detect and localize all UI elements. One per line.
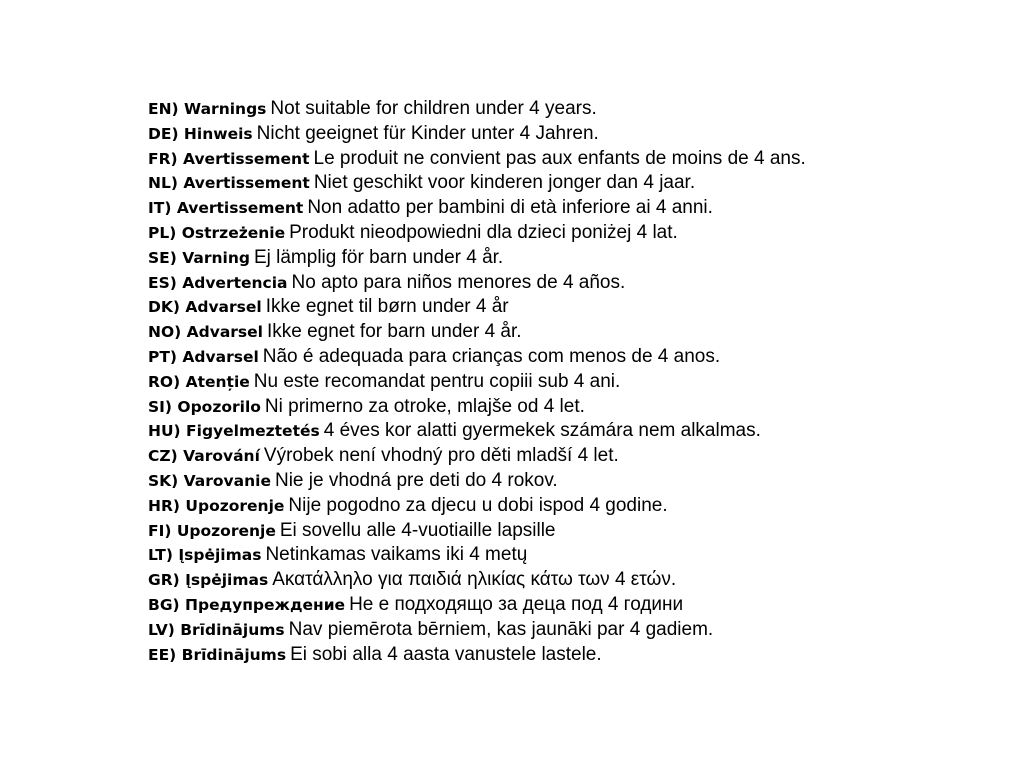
warning-text: Ikke egnet for barn under 4 år. bbox=[266, 321, 522, 343]
warning-line-bg bbox=[148, 593, 806, 618]
warning-text: Nije pogodno za djecu u dobi ispod 4 godine. bbox=[288, 494, 668, 516]
language-label: ES) Advertencia bbox=[148, 273, 288, 292]
warning-text: Non adatto per bambini di età inferiore ai 4 anni. bbox=[307, 197, 713, 219]
warning-line-si bbox=[148, 395, 806, 420]
language-label: SK) Varovanie bbox=[148, 471, 271, 490]
language-label: BG) Предупреждение bbox=[148, 595, 346, 614]
warning-text: Nu este recomandat pentru copiii sub 4 ani. bbox=[253, 370, 621, 392]
warning-line-se bbox=[148, 246, 806, 271]
language-label: PL) Ostrzeżenie bbox=[148, 223, 286, 242]
warning-line-ro bbox=[148, 370, 806, 395]
warning-text: Produkt nieodpowiedni dla dzieci poniżej 4 lat. bbox=[289, 221, 678, 243]
warning-line-lt bbox=[148, 543, 806, 568]
warning-line-dk bbox=[148, 295, 806, 320]
warning-line-no bbox=[148, 320, 806, 345]
warning-text: Ei sobi alla 4 aasta vanustele lastele. bbox=[290, 643, 602, 665]
warning-line-hr bbox=[148, 494, 806, 519]
warning-line-lv bbox=[148, 618, 806, 643]
language-label: DK) Advarsel bbox=[148, 298, 262, 317]
language-label: SE) Varning bbox=[148, 248, 250, 267]
warning-line-fr bbox=[148, 147, 806, 172]
language-label: HR) Upozorenje bbox=[148, 496, 285, 515]
warning-line-nl bbox=[148, 171, 806, 196]
language-label: DE) Hinweis bbox=[148, 124, 253, 143]
warning-line-sk bbox=[148, 469, 806, 494]
language-label: PT) Advarsel bbox=[148, 347, 259, 366]
warning-list bbox=[148, 97, 806, 667]
warning-text: Le produit ne convient pas aux enfants de moins de 4 ans. bbox=[313, 147, 806, 169]
language-label: NL) Avertissement bbox=[148, 174, 310, 193]
warning-line-cz bbox=[148, 444, 806, 469]
warning-line-en bbox=[148, 97, 806, 122]
warning-text: Ei sovellu alle 4-vuotiaille lapsille bbox=[279, 519, 556, 541]
warning-line-es bbox=[148, 271, 806, 296]
warning-text: Ej lämplig för barn under 4 år. bbox=[253, 246, 504, 268]
warning-text: Ni primerno za otroke, mlajše od 4 let. bbox=[264, 395, 585, 417]
language-label: LT) Įspėjimas bbox=[148, 546, 262, 565]
warning-line-ee bbox=[148, 643, 806, 668]
language-label: FI) Upozorenje bbox=[148, 521, 276, 540]
warning-text: 4 éves kor alatti gyermekek számára nem alkalmas. bbox=[323, 420, 761, 442]
language-label: EN) Warnings bbox=[148, 100, 267, 118]
warning-text: Nie je vhodná pre deti do 4 rokov. bbox=[274, 469, 558, 491]
language-label: NO) Advarsel bbox=[148, 323, 263, 342]
language-label: RO) Atenție bbox=[148, 372, 250, 391]
language-label: GR) Įspėjimas bbox=[148, 571, 269, 590]
warning-text: Не е подходящо за деца под 4 години bbox=[349, 593, 684, 615]
warning-text: Not suitable for children under 4 years. bbox=[270, 98, 597, 119]
warning-line-gr bbox=[148, 568, 806, 593]
warning-text: No apto para niños menores de 4 años. bbox=[291, 271, 626, 293]
warning-text: Niet geschikt voor kinderen jonger dan 4 jaar. bbox=[313, 172, 696, 194]
warning-text: Ακατάλληλο για παιδιά ηλικίας κάτω των 4 ετών. bbox=[272, 569, 677, 591]
warning-line-fi bbox=[148, 519, 806, 544]
warning-text: Nicht geeignet für Kinder unter 4 Jahren. bbox=[256, 122, 599, 144]
language-label: CZ) Varování bbox=[148, 447, 260, 466]
warning-line-pl bbox=[148, 221, 806, 246]
warning-text: Não é adequada para crianças com menos de 4 anos. bbox=[262, 345, 721, 367]
warning-text: Ikke egnet til børn under 4 år bbox=[265, 296, 509, 318]
warning-line-pt bbox=[148, 345, 806, 370]
warning-text: Netinkamas vaikams iki 4 metų bbox=[265, 544, 528, 566]
warning-line-de bbox=[148, 122, 806, 147]
language-label: HU) Figyelmeztetés bbox=[148, 422, 320, 441]
language-label: LV) Brīdinājums bbox=[148, 620, 285, 639]
language-label: FR) Avertissement bbox=[148, 149, 310, 168]
warning-line-hu bbox=[148, 419, 806, 444]
warning-text: Výrobek není vhodný pro děti mladší 4 let. bbox=[263, 445, 619, 467]
language-label: EE) Brīdinājums bbox=[148, 645, 287, 664]
language-label: SI) Opozorilo bbox=[148, 397, 261, 416]
warning-text: Nav piemērota bērniem, kas jaunāki par 4 gadiem. bbox=[288, 618, 714, 640]
warning-line-it bbox=[148, 196, 806, 221]
language-label: IT) Avertissement bbox=[148, 199, 304, 218]
